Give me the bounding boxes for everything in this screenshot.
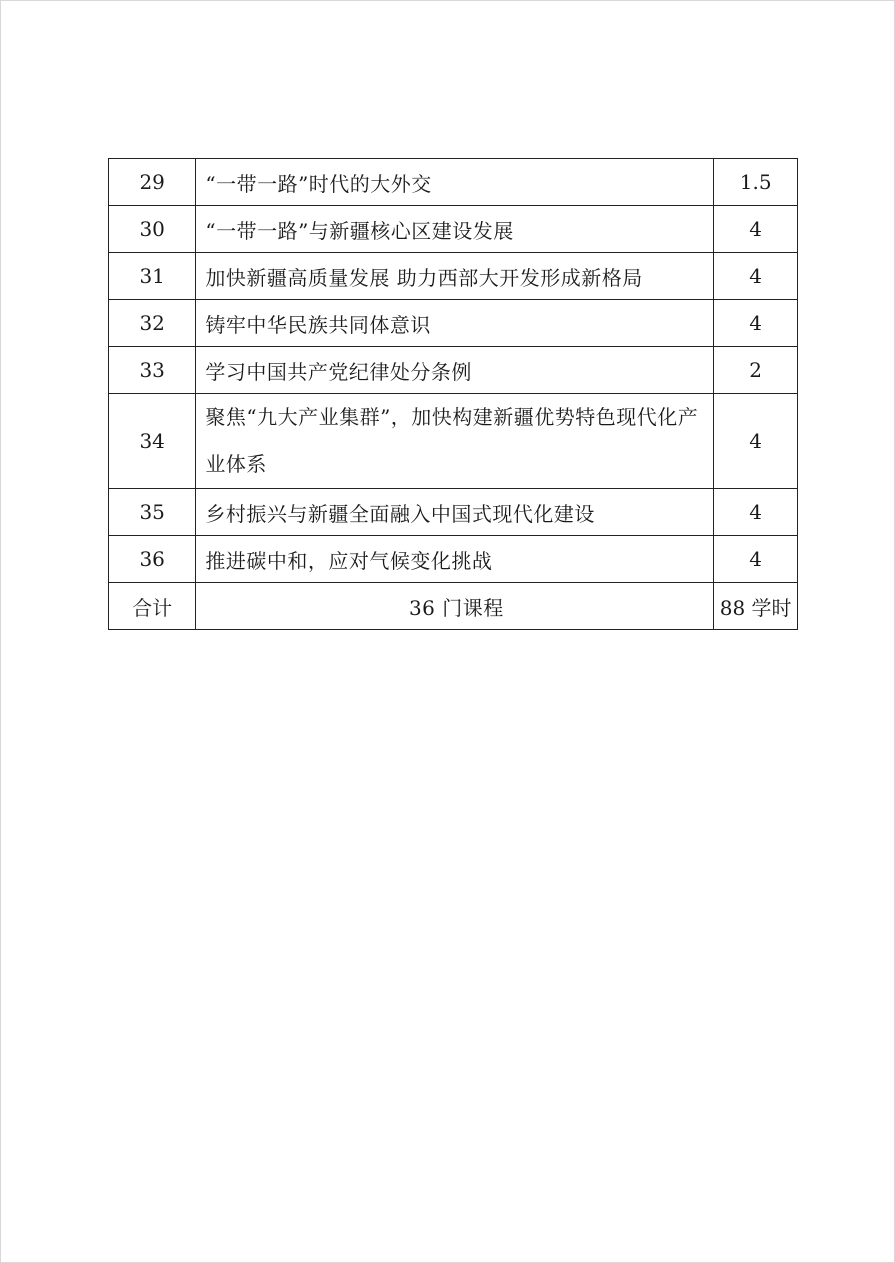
course-name: 推进碳中和，应对气候变化挑战 bbox=[196, 536, 714, 583]
table-row bbox=[109, 159, 798, 206]
course-hours: 4 bbox=[714, 394, 798, 489]
course-number: 34 bbox=[109, 394, 196, 489]
table-row bbox=[109, 253, 798, 300]
course-hours: 4 bbox=[714, 536, 798, 583]
course-number: 36 bbox=[109, 536, 196, 583]
course-number: 30 bbox=[109, 206, 196, 253]
table-row bbox=[109, 394, 798, 489]
course-name: “一带一路”与新疆核心区建设发展 bbox=[196, 206, 714, 253]
total-hours: 88 学时 bbox=[714, 583, 798, 630]
total-row bbox=[109, 583, 798, 630]
course-number: 29 bbox=[109, 159, 196, 206]
course-number: 32 bbox=[109, 300, 196, 347]
course-name: 加快新疆高质量发展 助力西部大开发形成新格局 bbox=[196, 253, 714, 300]
course-hours: 4 bbox=[714, 253, 798, 300]
course-hours: 2 bbox=[714, 347, 798, 394]
table-row bbox=[109, 347, 798, 394]
table-row bbox=[109, 536, 798, 583]
course-table bbox=[108, 158, 798, 630]
course-name: 学习中国共产党纪律处分条例 bbox=[196, 347, 714, 394]
course-hours: 4 bbox=[714, 489, 798, 536]
course-hours: 1.5 bbox=[714, 159, 798, 206]
table-row bbox=[109, 206, 798, 253]
course-number: 33 bbox=[109, 347, 196, 394]
course-hours: 4 bbox=[714, 300, 798, 347]
course-hours: 4 bbox=[714, 206, 798, 253]
course-number: 31 bbox=[109, 253, 196, 300]
course-name: 乡村振兴与新疆全面融入中国式现代化建设 bbox=[196, 489, 714, 536]
course-name: 铸牢中华民族共同体意识 bbox=[196, 300, 714, 347]
course-number: 35 bbox=[109, 489, 196, 536]
table-row bbox=[109, 489, 798, 536]
total-label: 合计 bbox=[109, 583, 196, 630]
course-name: 聚焦“九大产业集群”，加快构建新疆优势特色现代化产业体系 bbox=[196, 394, 714, 489]
total-courses: 36 门课程 bbox=[196, 583, 714, 630]
course-name: “一带一路”时代的大外交 bbox=[196, 159, 714, 206]
table-row bbox=[109, 300, 798, 347]
